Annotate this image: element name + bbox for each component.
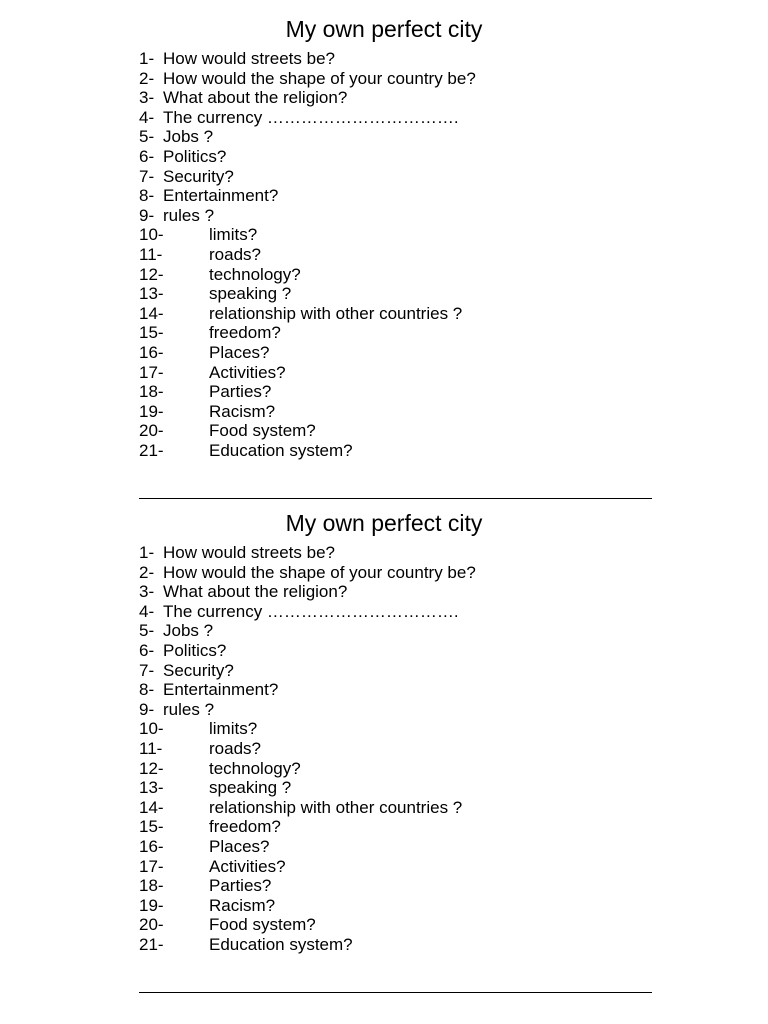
question-text: Education system? <box>209 934 353 954</box>
question-item <box>0 363 768 383</box>
question-text: Food system? <box>209 915 316 935</box>
question-number: 5- <box>139 127 155 147</box>
question-text: roads? <box>209 738 261 758</box>
question-item <box>0 896 768 916</box>
question-item <box>0 49 768 69</box>
question-number: 20- <box>139 421 164 441</box>
question-text: How would streets be? <box>163 49 335 68</box>
question-item <box>0 108 768 128</box>
question-text: Places? <box>209 342 270 362</box>
question-item <box>0 680 768 700</box>
question-item <box>0 284 768 304</box>
question-text: roads? <box>209 244 261 264</box>
divider-line <box>139 992 652 993</box>
question-text: Parties? <box>209 876 272 896</box>
section-title: My own perfect city <box>285 16 483 42</box>
question-number: 18- <box>139 876 164 896</box>
question-number: 3- <box>139 88 155 108</box>
question-number: 2- <box>139 562 155 582</box>
question-text: limits? <box>209 719 258 739</box>
question-number: 19- <box>139 895 164 915</box>
question-item <box>0 582 768 602</box>
question-number: 12- <box>139 264 164 284</box>
question-item <box>0 265 768 285</box>
question-number: 3- <box>139 582 155 602</box>
question-text: The currency ……………………………. <box>163 601 459 621</box>
question-item <box>0 798 768 818</box>
question-item <box>0 857 768 877</box>
question-item <box>0 935 768 955</box>
question-number: 15- <box>139 323 164 343</box>
question-item <box>0 837 768 857</box>
question-item <box>0 700 768 720</box>
question-text: relationship with other countries ? <box>209 797 463 817</box>
question-text: limits? <box>209 225 258 245</box>
question-item <box>0 876 768 896</box>
question-item <box>0 739 768 759</box>
question-number: 20- <box>139 915 164 935</box>
question-number: 13- <box>139 778 164 798</box>
question-item <box>0 641 768 661</box>
question-item <box>0 167 768 187</box>
question-text: The currency ……………………………. <box>163 107 459 127</box>
question-number: 1- <box>139 543 155 562</box>
question-item <box>0 563 768 583</box>
question-item <box>0 817 768 837</box>
question-number: 16- <box>139 342 164 362</box>
question-text: Politics? <box>163 146 227 166</box>
question-item <box>0 778 768 798</box>
question-text: freedom? <box>209 323 281 343</box>
question-item <box>0 661 768 681</box>
question-item <box>0 88 768 108</box>
question-number: 7- <box>139 660 155 680</box>
question-text: Security? <box>163 660 234 680</box>
question-text: Jobs ? <box>163 621 214 641</box>
question-number: 10- <box>139 225 164 245</box>
question-text: rules ? <box>163 699 215 719</box>
question-item <box>0 421 768 441</box>
question-number: 6- <box>139 146 155 166</box>
question-text: What about the religion? <box>163 88 348 108</box>
question-text: Activities? <box>209 362 286 382</box>
question-item <box>0 206 768 226</box>
question-item <box>0 602 768 622</box>
question-item <box>0 186 768 206</box>
question-list <box>0 49 768 460</box>
question-number: 2- <box>139 68 155 88</box>
question-item <box>0 441 768 461</box>
question-number: 11- <box>139 738 163 758</box>
question-number: 17- <box>139 856 164 876</box>
question-text: rules ? <box>163 205 215 225</box>
question-number: 18- <box>139 382 164 402</box>
section-title: My own perfect city <box>285 510 483 536</box>
question-text: Parties? <box>209 382 272 402</box>
question-text: Racism? <box>209 895 276 915</box>
question-text: technology? <box>209 758 301 778</box>
question-number: 8- <box>139 680 155 700</box>
question-number: 14- <box>139 303 164 323</box>
question-item <box>0 621 768 641</box>
question-item <box>0 402 768 422</box>
question-text: How would the shape of your country be? <box>163 562 476 582</box>
worksheet-section <box>0 14 768 460</box>
question-text: Entertainment? <box>163 186 279 206</box>
question-number: 5- <box>139 621 155 641</box>
question-text: Education system? <box>209 440 353 460</box>
question-text: Places? <box>209 836 270 856</box>
question-number: 13- <box>139 284 164 304</box>
question-item <box>0 225 768 245</box>
question-item <box>0 915 768 935</box>
question-number: 17- <box>139 362 164 382</box>
question-number: 16- <box>139 836 164 856</box>
question-number: 4- <box>139 601 155 621</box>
question-text: technology? <box>209 264 301 284</box>
question-number: 11- <box>139 244 163 264</box>
question-text: speaking ? <box>209 284 292 304</box>
question-item <box>0 323 768 343</box>
question-item <box>0 304 768 324</box>
question-text: Entertainment? <box>163 680 279 700</box>
question-number: 21- <box>139 440 164 460</box>
question-list <box>0 543 768 954</box>
question-number: 8- <box>139 186 155 206</box>
question-number: 4- <box>139 107 155 127</box>
question-item <box>0 382 768 402</box>
question-text: Politics? <box>163 640 227 660</box>
question-text: What about the religion? <box>163 582 348 602</box>
question-number: 1- <box>139 49 155 68</box>
question-item <box>0 245 768 265</box>
question-text: relationship with other countries ? <box>209 303 463 323</box>
question-text: How would streets be? <box>163 543 335 562</box>
question-item <box>0 69 768 89</box>
question-text: freedom? <box>209 817 281 837</box>
question-number: 15- <box>139 817 164 837</box>
question-number: 9- <box>139 205 155 225</box>
divider-line <box>139 498 652 499</box>
question-number: 9- <box>139 699 155 719</box>
question-number: 19- <box>139 401 164 421</box>
question-text: Activities? <box>209 856 286 876</box>
question-item <box>0 543 768 563</box>
question-item <box>0 127 768 147</box>
question-item <box>0 343 768 363</box>
question-number: 14- <box>139 797 164 817</box>
question-item <box>0 719 768 739</box>
question-text: Food system? <box>209 421 316 441</box>
question-number: 10- <box>139 719 164 739</box>
question-text: Jobs ? <box>163 127 214 147</box>
question-number: 21- <box>139 934 164 954</box>
worksheet-section <box>0 508 768 954</box>
question-text: Racism? <box>209 401 276 421</box>
question-item <box>0 147 768 167</box>
question-text: How would the shape of your country be? <box>163 68 476 88</box>
question-item <box>0 759 768 779</box>
question-text: Security? <box>163 166 234 186</box>
question-number: 6- <box>139 640 155 660</box>
question-number: 7- <box>139 166 155 186</box>
question-text: speaking ? <box>209 778 292 798</box>
question-number: 12- <box>139 758 164 778</box>
